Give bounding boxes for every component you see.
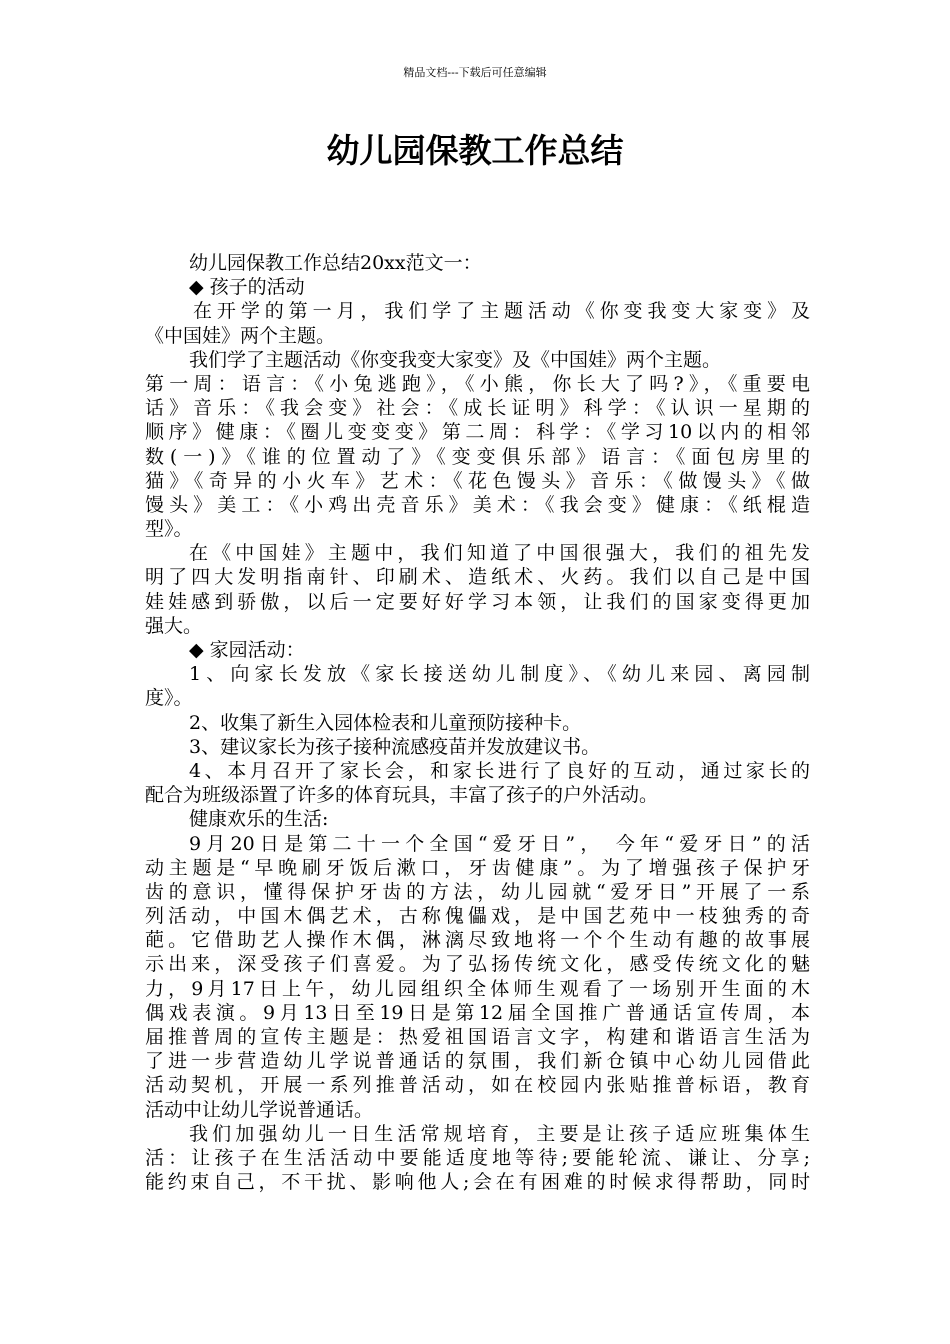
text-line: 能约束自己，不干扰、影响他人;会在有困难的时候求得帮助，同时 <box>145 1171 810 1194</box>
text-line: 活动中让幼儿学说普通话。 <box>145 1098 374 1121</box>
text-line: 第一周：语言：《小兔逃跑》，《小熊，你长大了吗?》，《重要电 <box>145 372 810 395</box>
text-line: 型》。 <box>145 518 193 541</box>
text-line: 齿的意识，懂得保护牙齿的方法，幼儿园就“爱牙日”开展了一系 <box>145 880 810 903</box>
text-line: 猫》《奇异的小火车》艺术：《花色馒头》音乐：《做馒头》《做 <box>145 469 810 492</box>
text-line: 幼儿园保教工作总结20xx范文一： <box>189 252 482 274</box>
text-line: ◆ 家园活动： <box>189 639 305 661</box>
text-line: 我们学了主题活动《你变我变大家变》及《中国娃》两个主题。 <box>189 348 722 371</box>
text-line: 4、本月召开了家长会，和家长进行了良好的互动，通过家长的 <box>189 759 810 782</box>
text-line: 在《中国娃》主题中，我们知道了中国很强大，我们的祖先发 <box>189 542 810 565</box>
text-line: 届推普周的宣传主题是：热爱祖国语言文字，构建和谐语言生活为 <box>145 1026 810 1048</box>
text-line: 度》。 <box>145 687 193 710</box>
text-line: 了进一步营造幼儿学说普通话的氛围，我们新仓镇中心幼儿园借此 <box>145 1050 810 1073</box>
text-line: 活动契机，开展一系列推普活动，如在校园内张贴推普标语，教育 <box>145 1074 810 1097</box>
document-body <box>145 251 810 1194</box>
text-line: 强大。 <box>145 614 203 637</box>
text-line: 配合为班级添置了许多的体育玩具，丰富了孩子的户外活动。 <box>145 784 659 807</box>
text-line: 我们加强幼儿一日生活常规培育，主要是让孩子适应班集体生 <box>189 1122 810 1145</box>
text-line: 健康欢乐的生活: <box>189 808 329 831</box>
document-title: 幼儿园保教工作总结 <box>326 131 624 170</box>
text-line: 动主题是“早晚刷牙饭后漱口，牙齿健康”。为了增强孩子保护牙 <box>145 856 810 879</box>
text-line: 偶戏表演。9月13日至19日是第12届全国推广普通话宣传周，本 <box>145 1001 810 1024</box>
text-line: 1、向家长发放《家长接送幼儿制度》、《幼儿来园、离园制 <box>189 663 810 686</box>
page-header: 精品文档---下载后可任意编辑 <box>403 66 547 79</box>
text-line: ◆ 孩子的活动 <box>189 276 305 299</box>
text-line: 示出来，深受孩子们喜爱。为了弘扬传统文化，感受传统文化的魅 <box>145 953 810 976</box>
text-line: 活：让孩子在生活活动中要能适度地等待;要能轮流、谦让、分享; <box>145 1146 810 1169</box>
text-line: 在开学的第一月，我们学了主题活动《你变我变大家变》及 <box>193 300 810 323</box>
text-line: 列活动，中国木偶艺术，古称傀儡戏，是中国艺苑中一枝独秀的奇 <box>145 905 810 928</box>
text-line: 3、建议家长为孩子接种流感疫苗并发放建议书。 <box>189 735 601 758</box>
text-line: 顺序》健康：《圈儿变变变》第二周：科学：《学习10以内的相邻 <box>145 421 810 444</box>
text-line: 明了四大发明指南针、印刷术、造纸术、火药。我们以自己是中国 <box>145 566 810 589</box>
text-line: 葩。它借助艺人操作木偶，淋漓尽致地将一个个生动有趣的故事展 <box>145 929 810 952</box>
text-line: 9月20日是第二十一个全国“爱牙日”， 今年“爱牙日”的活 <box>189 832 810 855</box>
text-line: 《中国娃》两个主题。 <box>145 324 336 347</box>
text-line: 力，9月17日上午，幼儿园组织全体师生观看了一场别开生面的木 <box>145 977 810 1000</box>
text-line: 娃娃感到骄傲，以后一定要好好学习本领，让我们的国家变得更加 <box>145 590 810 613</box>
text-line: 2、收集了新生入园体检表和儿童预防接种卡。 <box>189 711 582 734</box>
text-line: 话》音乐：《我会变》社会：《成长证明》科学：《认识一星期的 <box>145 397 810 420</box>
text-line: 数(一)》《谁的位置动了》《变变俱乐部》语言：《面包房里的 <box>145 445 810 468</box>
text-line: 馒头》美工：《小鸡出壳音乐》美术：《我会变》健康：《纸棍造 <box>145 493 810 516</box>
